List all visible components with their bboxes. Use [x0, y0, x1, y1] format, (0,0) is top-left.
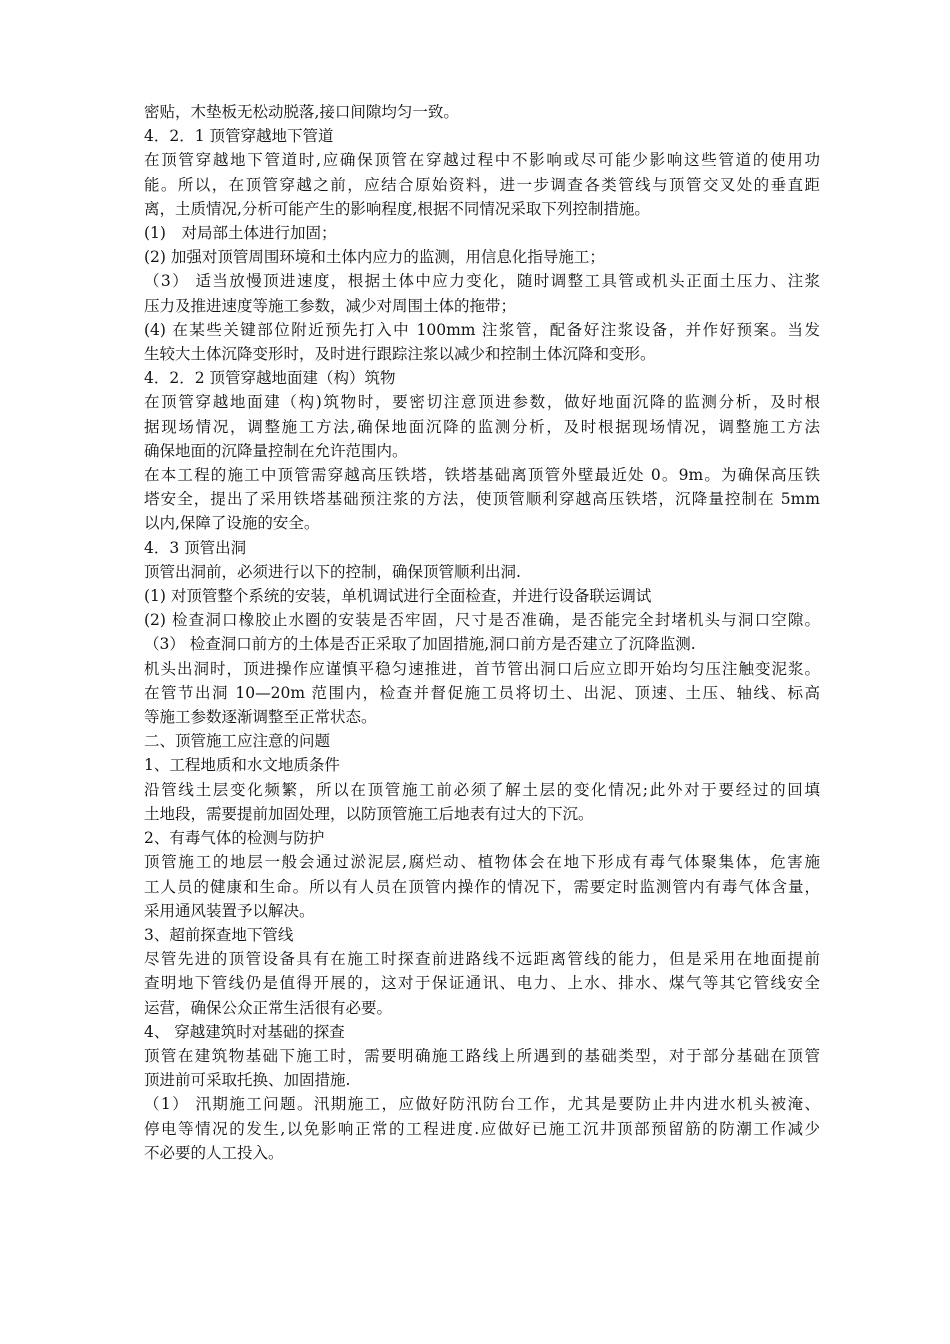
text-line: 4．3 顶管出洞	[144, 538, 247, 557]
text-line: (2) 检查洞口橡胶止水圈的安装是否牢固，尺寸是否准确，是否能完全封堵机头与洞口空隙。	[144, 611, 820, 630]
text-line: 塔安全，提出了采用铁塔基础预注浆的方法，使顶管顺利穿越高压铁塔，沉降量控制在 5mm	[144, 490, 820, 509]
text-line: 在顶管穿越地面建（构)筑物时，要密切注意顶进参数，做好地面沉降的监测分析，及时根	[144, 393, 820, 412]
text-line: 以内,保障了设施的安全。	[144, 514, 320, 533]
text-line: 在顶管穿越地下管道时,应确保顶管在穿越过程中不影响或尽可能少影响这些管道的使用功	[144, 151, 820, 170]
document-body	[144, 100, 820, 1165]
text-line: 4、 穿越建筑时对基础的探查	[144, 1022, 345, 1041]
text-line: 不必要的人工投入。	[144, 1143, 284, 1162]
text-line: 尽管先进的顶管设备具有在施工时探查前进路线不远距离管线的能力，但是采用在地面提前	[144, 950, 820, 969]
text-line: 密贴，木垫板无松动脱落,接口间隙均匀一致。	[144, 103, 459, 121]
text-line: 停电等情况的发生,以免影响正常的工程进度.应做好已施工沉井顶部预留筋的防潮工作减少	[144, 1119, 820, 1138]
text-line: (2) 加强对顶管周围环境和土体内应力的监测，用信息化指导施工；	[144, 248, 605, 267]
text-line: 顶管在建筑物基础下施工时，需要明确施工路线上所遇到的基础类型，对于部分基础在顶管	[144, 1046, 820, 1065]
text-line: 离，土质情况,分析可能产生的影响程度,根据不同情况采取下列控制措施。	[144, 199, 650, 218]
text-line: （1） 汛期施工问题。汛期施工，应做好防汛防台工作，尤其是要防止井内进水机头被淹、	[144, 1095, 820, 1114]
text-line: 在本工程的施工中顶管需穿越高压铁塔，铁塔基础离顶管外壁最近处 0。9m。为确保高压铁	[144, 466, 820, 485]
text-line: 采用通风装置予以解决。	[144, 901, 315, 920]
text-line: （3） 适当放慢顶进速度，根据土体中应力变化，随时调整工具管或机头正面土压力、注浆	[144, 272, 820, 291]
text-line: 顶进前可采取托换、加固措施.	[144, 1071, 351, 1090]
text-line: 等施工参数逐渐调整至正常状态。	[144, 708, 377, 727]
text-line: 生较大土体沉降变形时，及时进行跟踪注浆以减少和控制土体沉降和变形。	[144, 345, 656, 364]
text-line: 查明地下管线仍是值得开展的，这对于保证通讯、电力、上水、排水、煤气等其它管线安全	[144, 974, 820, 993]
text-line: 机头出洞时，顶进操作应谨慎平稳匀速推进，首节管出洞口后应立即开始均匀压注触变泥浆。	[144, 659, 820, 678]
text-line: 4．2．2 顶管穿越地面建（构）筑物	[144, 369, 396, 388]
text-line: 4．2．1 顶管穿越地下管道	[144, 127, 334, 146]
text-line: 顶管出洞前，必须进行以下的控制，确保顶管顺利出洞.	[144, 562, 521, 581]
text-line: (4) 在某些关键部位附近预先打入中 100mm 注浆管，配备好注浆设备，并作好预案。当发	[144, 320, 820, 339]
text-line: (1) 对顶管整个系统的安装，单机调试进行全面检查，并进行设备联运调试	[144, 587, 652, 606]
text-line: 沿管线土层变化频繁，所以在顶管施工前必须了解土层的变化情况;此外对于要经过的回填	[144, 780, 820, 799]
text-line: 运营，确保公众正常生活很有必要。	[144, 998, 393, 1017]
text-line: （3） 检查洞口前方的土体是否正采取了加固措施,洞口前方是否建立了沉降监测.	[144, 635, 696, 654]
text-line: 在管节出洞 10—20m 范围内，检查并督促施工员将切土、出泥、顶速、土压、轴线、标高	[144, 683, 820, 702]
text-line: 1、工程地质和水文地质条件	[144, 756, 340, 775]
text-line: (1) 对局部土体进行加固；	[144, 224, 337, 243]
text-line: 压力及推进速度等施工参数，减少对周围土体的拖带；	[144, 296, 517, 315]
text-line: 确保地面的沉降量控制在允许范围内。	[144, 441, 408, 460]
text-line: 土地段，需要提前加固处理，以防顶管施工后地表有过大的下沉。	[144, 804, 594, 823]
text-line: 2、有毒气体的检测与防护	[144, 829, 325, 848]
text-line: 能。所以，在顶管穿越之前，应结合原始资料，进一步调查各类管线与顶管交叉处的垂直距	[144, 175, 820, 194]
text-line: 工人员的健康和生命。所以有人员在顶管内操作的情况下，需要定时监测管内有毒气体含量，	[144, 877, 820, 896]
text-line: 3、超前探查地下管线	[144, 925, 294, 944]
text-line: 顶管施工的地层一般会通过淤泥层,腐烂动、植物体会在地下形成有毒气体聚集体，危害施	[144, 853, 820, 872]
text-line: 二、顶管施工应注意的问题	[144, 732, 331, 751]
text-line: 据现场情况，调整施工方法,确保地面沉降的监测分析，及时根据现场情况，调整施工方法	[144, 417, 820, 436]
